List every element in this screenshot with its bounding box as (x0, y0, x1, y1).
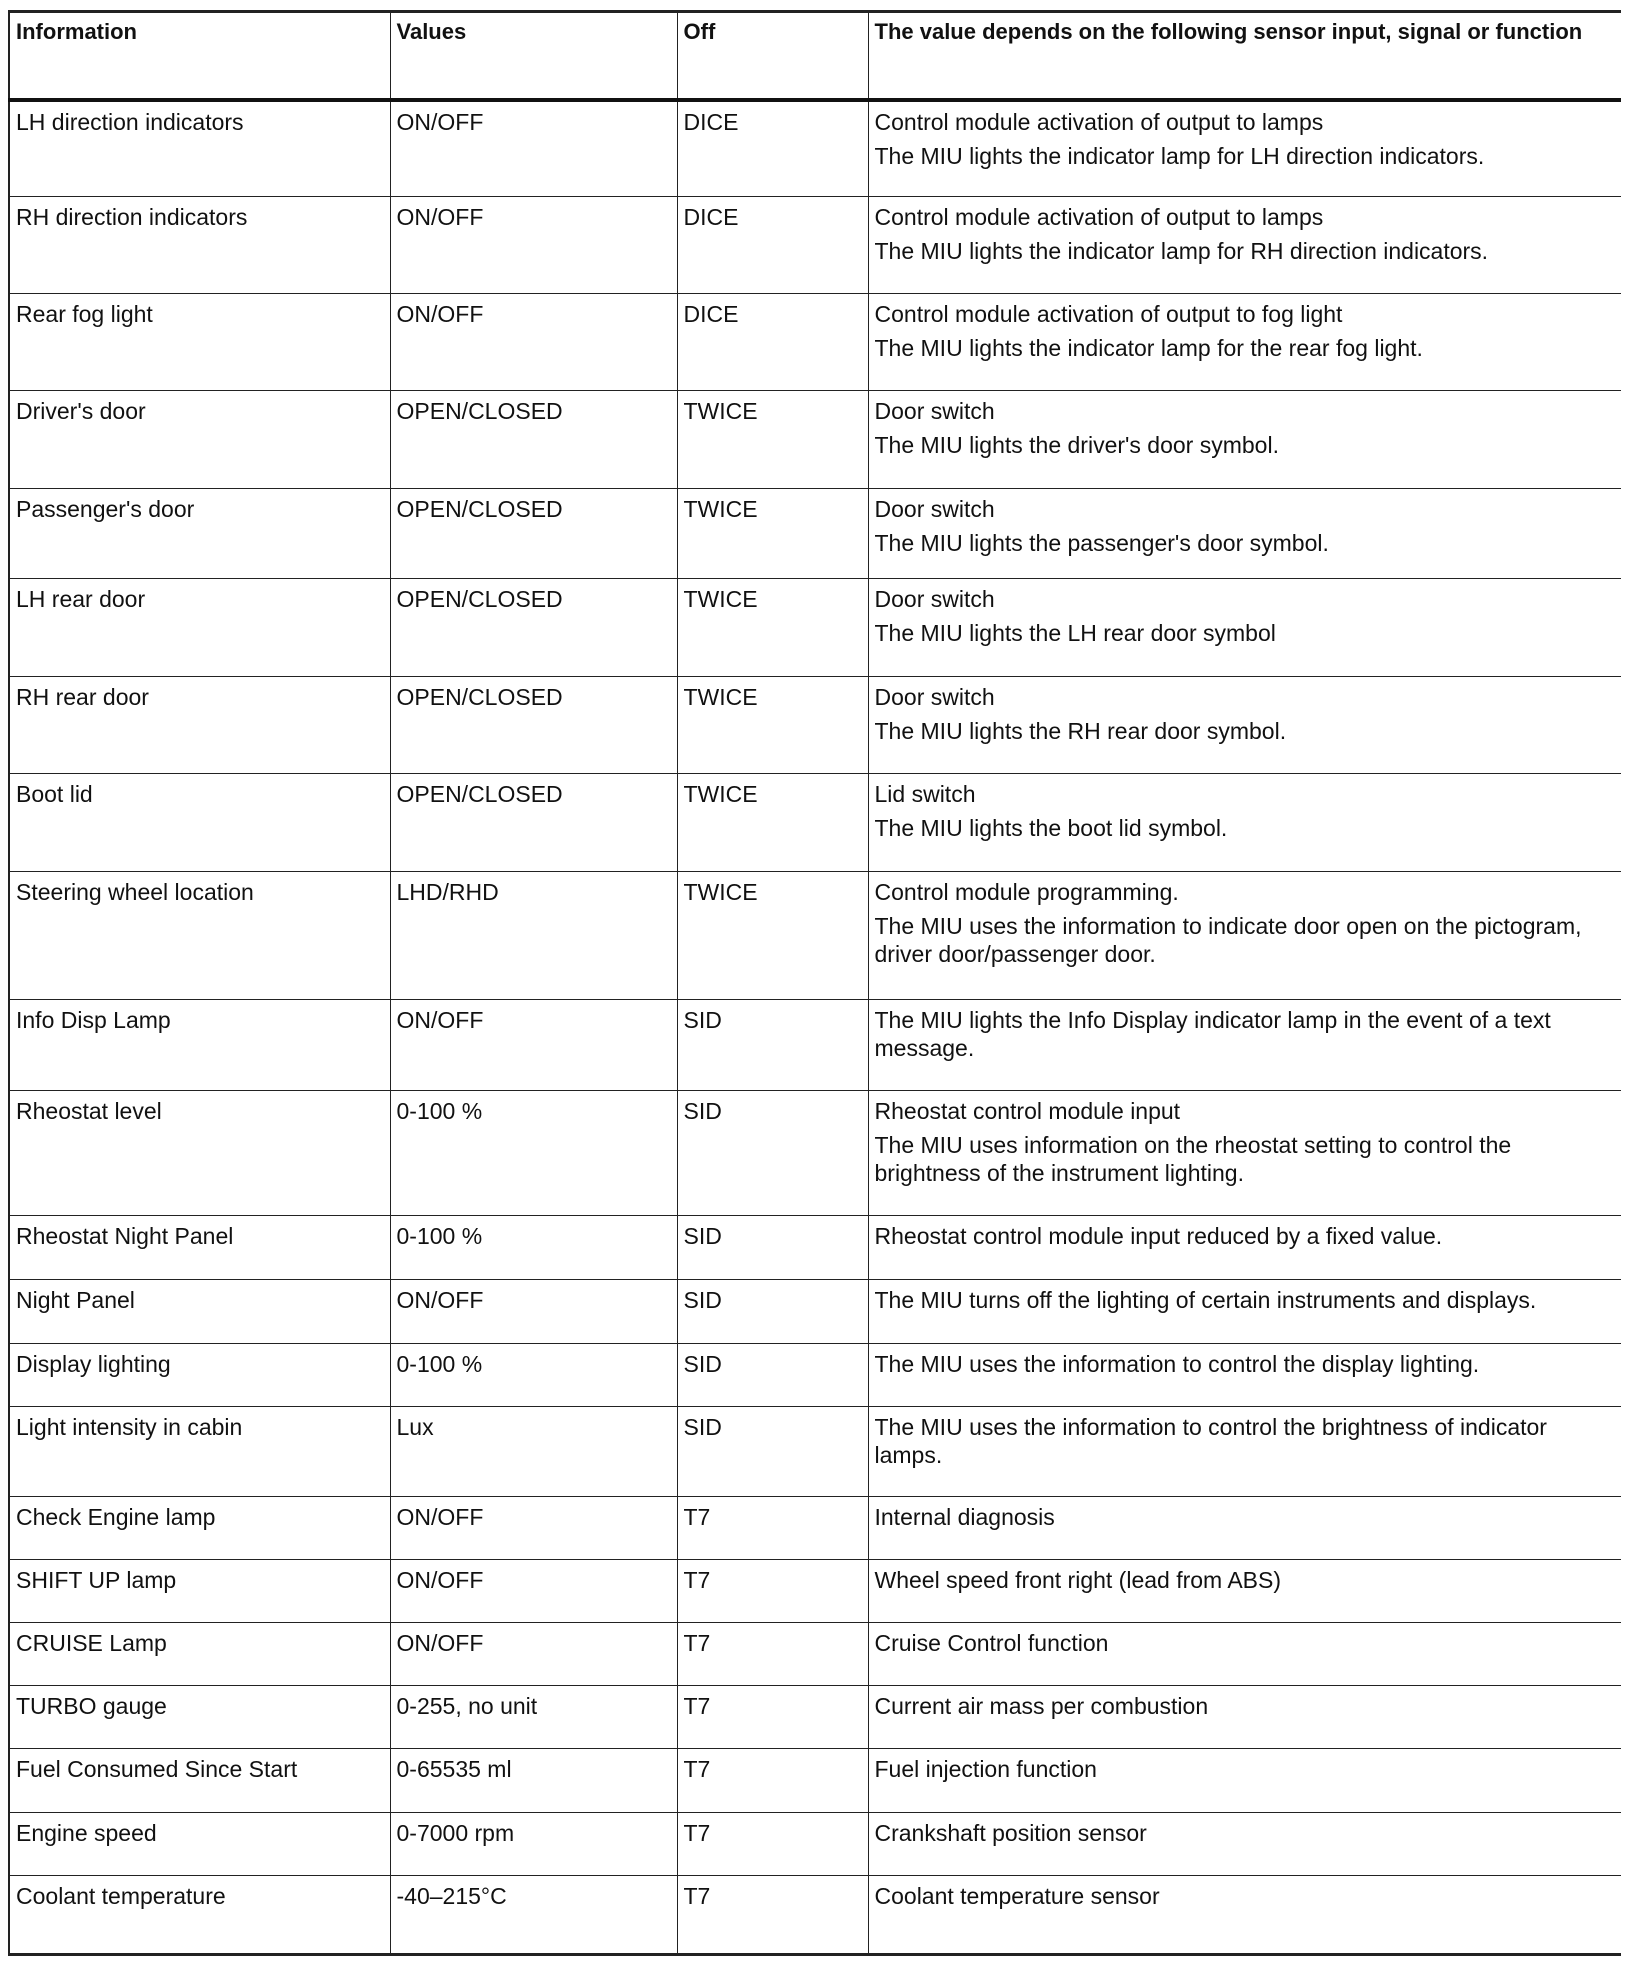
cell-values: 0-100 % (390, 1091, 677, 1216)
dependency-line: Rheostat control module input reduced by a fixed value. (874, 1223, 1443, 1250)
cell-values: ON/OFF (390, 100, 677, 197)
table-row (9, 1343, 1621, 1406)
cell-off: SID (677, 1406, 868, 1496)
header-dependency: The value depends on the following sensor input, signal or function (868, 12, 1621, 100)
dependency-line: The MIU turns off the lighting of certain instruments and displays. (874, 1287, 1537, 1314)
table-header (9, 12, 1621, 100)
document-page (8, 10, 1620, 1956)
cell-dependency (868, 1406, 1621, 1496)
cell-dependency (868, 676, 1621, 774)
cell-information: Steering wheel location (9, 872, 390, 999)
cell-dependency (868, 488, 1621, 578)
cell-information: Night Panel (9, 1280, 390, 1343)
table-row (9, 1812, 1621, 1875)
cell-information: Boot lid (9, 774, 390, 872)
dependency-line: The MIU lights the boot lid symbol. (874, 815, 1228, 842)
dependency-line: Control module activation of output to lamps (874, 203, 1324, 230)
cell-dependency (868, 1749, 1621, 1812)
cell-off: T7 (677, 1560, 868, 1623)
dependency-line: The MIU lights the indicator lamp for the rear fog light. (874, 335, 1423, 362)
dependency-line: Fuel injection function (874, 1756, 1097, 1783)
cell-values: OPEN/CLOSED (390, 676, 677, 774)
cell-dependency (868, 100, 1621, 197)
cell-values: 0-7000 rpm (390, 1812, 677, 1875)
dependency-line: The MIU lights the driver's door symbol. (874, 431, 1279, 458)
cell-information: LH rear door (9, 578, 390, 676)
information-table (8, 10, 1621, 1956)
cell-off: DICE (677, 100, 868, 197)
dependency-line: Current air mass per combustion (874, 1693, 1209, 1720)
cell-off: TWICE (677, 774, 868, 872)
table-row (9, 999, 1621, 1091)
cell-values: ON/OFF (390, 1560, 677, 1623)
table-row (9, 488, 1621, 578)
table-row (9, 1497, 1621, 1560)
cell-values: 0-65535 ml (390, 1749, 677, 1812)
dependency-line: Crankshaft position sensor (874, 1819, 1147, 1846)
cell-information: Engine speed (9, 1812, 390, 1875)
table-row (9, 1216, 1621, 1280)
cell-dependency (868, 872, 1621, 999)
cell-dependency (868, 1216, 1621, 1280)
cell-information: Driver's door (9, 390, 390, 488)
dependency-line: The MIU lights the indicator lamp for LH direction indicators. (874, 142, 1485, 169)
dependency-line: Control module programming. (874, 879, 1179, 906)
cell-dependency (868, 1875, 1621, 1954)
dependency-line: The MIU lights the RH rear door symbol. (874, 717, 1287, 744)
header-information: Information (9, 12, 390, 100)
cell-dependency (868, 774, 1621, 872)
table-row (9, 390, 1621, 488)
cell-values: -40–215°C (390, 1875, 677, 1954)
cell-values: ON/OFF (390, 1280, 677, 1343)
dependency-line: Control module activation of output to fog light (874, 301, 1343, 328)
cell-information: Rheostat Night Panel (9, 1216, 390, 1280)
cell-information: TURBO gauge (9, 1686, 390, 1749)
cell-information: Light intensity in cabin (9, 1406, 390, 1496)
cell-information: CRUISE Lamp (9, 1623, 390, 1686)
cell-dependency (868, 196, 1621, 294)
dependency-line: The MIU lights the passenger's door symbol. (874, 529, 1329, 556)
cell-values: OPEN/CLOSED (390, 578, 677, 676)
cell-values: 0-100 % (390, 1343, 677, 1406)
cell-dependency (868, 1343, 1621, 1406)
dependency-line: Internal diagnosis (874, 1504, 1055, 1530)
cell-values: ON/OFF (390, 1497, 677, 1560)
cell-dependency (868, 1497, 1621, 1560)
cell-information: Check Engine lamp (9, 1497, 390, 1560)
cell-off: TWICE (677, 390, 868, 488)
cell-off: T7 (677, 1623, 868, 1686)
cell-values: OPEN/CLOSED (390, 390, 677, 488)
cell-dependency (868, 1623, 1621, 1686)
cell-off: SID (677, 1343, 868, 1406)
table-row (9, 774, 1621, 872)
dependency-line: The MIU uses the information to control the display lighting. (874, 1350, 1480, 1377)
cell-off: SID (677, 1216, 868, 1280)
table-row (9, 1560, 1621, 1623)
dependency-line: Door switch (874, 585, 995, 612)
cell-dependency (868, 1686, 1621, 1749)
cell-values: ON/OFF (390, 999, 677, 1091)
cell-values: ON/OFF (390, 294, 677, 391)
dependency-line: Coolant temperature sensor (874, 1882, 1160, 1909)
table-row (9, 1623, 1621, 1686)
cell-off: T7 (677, 1686, 868, 1749)
cell-values: Lux (390, 1406, 677, 1496)
cell-values: LHD/RHD (390, 872, 677, 999)
cell-information: Passenger's door (9, 488, 390, 578)
cell-off: T7 (677, 1812, 868, 1875)
cell-off: SID (677, 999, 868, 1091)
cell-off: T7 (677, 1749, 868, 1812)
table-row (9, 1875, 1621, 1954)
cell-off: DICE (677, 294, 868, 391)
table-row (9, 1686, 1621, 1749)
cell-values: OPEN/CLOSED (390, 774, 677, 872)
table-row (9, 578, 1621, 676)
cell-information: LH direction indicators (9, 100, 390, 197)
cell-values: OPEN/CLOSED (390, 488, 677, 578)
table-row (9, 294, 1621, 391)
cell-dependency (868, 578, 1621, 676)
table-row (9, 100, 1621, 197)
cell-off: TWICE (677, 488, 868, 578)
table-row (9, 1280, 1621, 1343)
cell-dependency (868, 294, 1621, 391)
table-row (9, 872, 1621, 999)
dependency-line: Wheel speed front right (lead from ABS) (874, 1567, 1282, 1594)
cell-information: Rear fog light (9, 294, 390, 391)
dependency-line: The MIU uses information on the rheostat setting to control the brightness of the instrument lighting. (874, 1132, 1512, 1187)
cell-dependency (868, 999, 1621, 1091)
cell-dependency (868, 1091, 1621, 1216)
table-row (9, 676, 1621, 774)
cell-dependency (868, 1560, 1621, 1623)
dependency-line: The MIU lights the indicator lamp for RH direction indicators. (874, 237, 1489, 264)
table-row (9, 196, 1621, 294)
cell-dependency (868, 1812, 1621, 1875)
dependency-line: Control module activation of output to lamps (874, 108, 1324, 135)
cell-off: DICE (677, 196, 868, 294)
cell-dependency (868, 1280, 1621, 1343)
header-off: Off (677, 12, 868, 100)
header-row (9, 12, 1621, 100)
cell-values: 0-100 % (390, 1216, 677, 1280)
cell-dependency (868, 390, 1621, 488)
cell-values: 0-255, no unit (390, 1686, 677, 1749)
dependency-line: Door switch (874, 397, 995, 424)
table-row (9, 1406, 1621, 1496)
dependency-line: The MIU lights the LH rear door symbol (874, 619, 1276, 646)
cell-off: TWICE (677, 676, 868, 774)
cell-information: Display lighting (9, 1343, 390, 1406)
dependency-line: Lid switch (874, 781, 976, 808)
dependency-line: The MIU uses the information to control the brightness of indicator lamps. (874, 1413, 1547, 1468)
table-row (9, 1091, 1621, 1216)
table-row (9, 1749, 1621, 1812)
cell-information: RH rear door (9, 676, 390, 774)
cell-values: ON/OFF (390, 1623, 677, 1686)
cell-information: Fuel Consumed Since Start (9, 1749, 390, 1812)
cell-off: SID (677, 1280, 868, 1343)
cell-information: Coolant temperature (9, 1875, 390, 1954)
dependency-line: Rheostat control module input (874, 1098, 1181, 1125)
cell-information: Info Disp Lamp (9, 999, 390, 1091)
cell-off: SID (677, 1091, 868, 1216)
cell-off: T7 (677, 1875, 868, 1954)
table-body (9, 100, 1621, 1955)
header-values: Values (390, 12, 677, 100)
cell-off: TWICE (677, 578, 868, 676)
cell-information: RH direction indicators (9, 196, 390, 294)
cell-values: ON/OFF (390, 196, 677, 294)
dependency-line: Door switch (874, 495, 995, 522)
dependency-line: The MIU uses the information to indicate door open on the pictogram, driver door/passenger door. (874, 913, 1582, 968)
dependency-line: Door switch (874, 683, 995, 710)
cell-information: Rheostat level (9, 1091, 390, 1216)
dependency-line: The MIU lights the Info Display indicator lamp in the event of a text message. (874, 1006, 1551, 1061)
cell-off: T7 (677, 1497, 868, 1560)
cell-information: SHIFT UP lamp (9, 1560, 390, 1623)
dependency-line: Cruise Control function (874, 1630, 1109, 1657)
cell-off: TWICE (677, 872, 868, 999)
